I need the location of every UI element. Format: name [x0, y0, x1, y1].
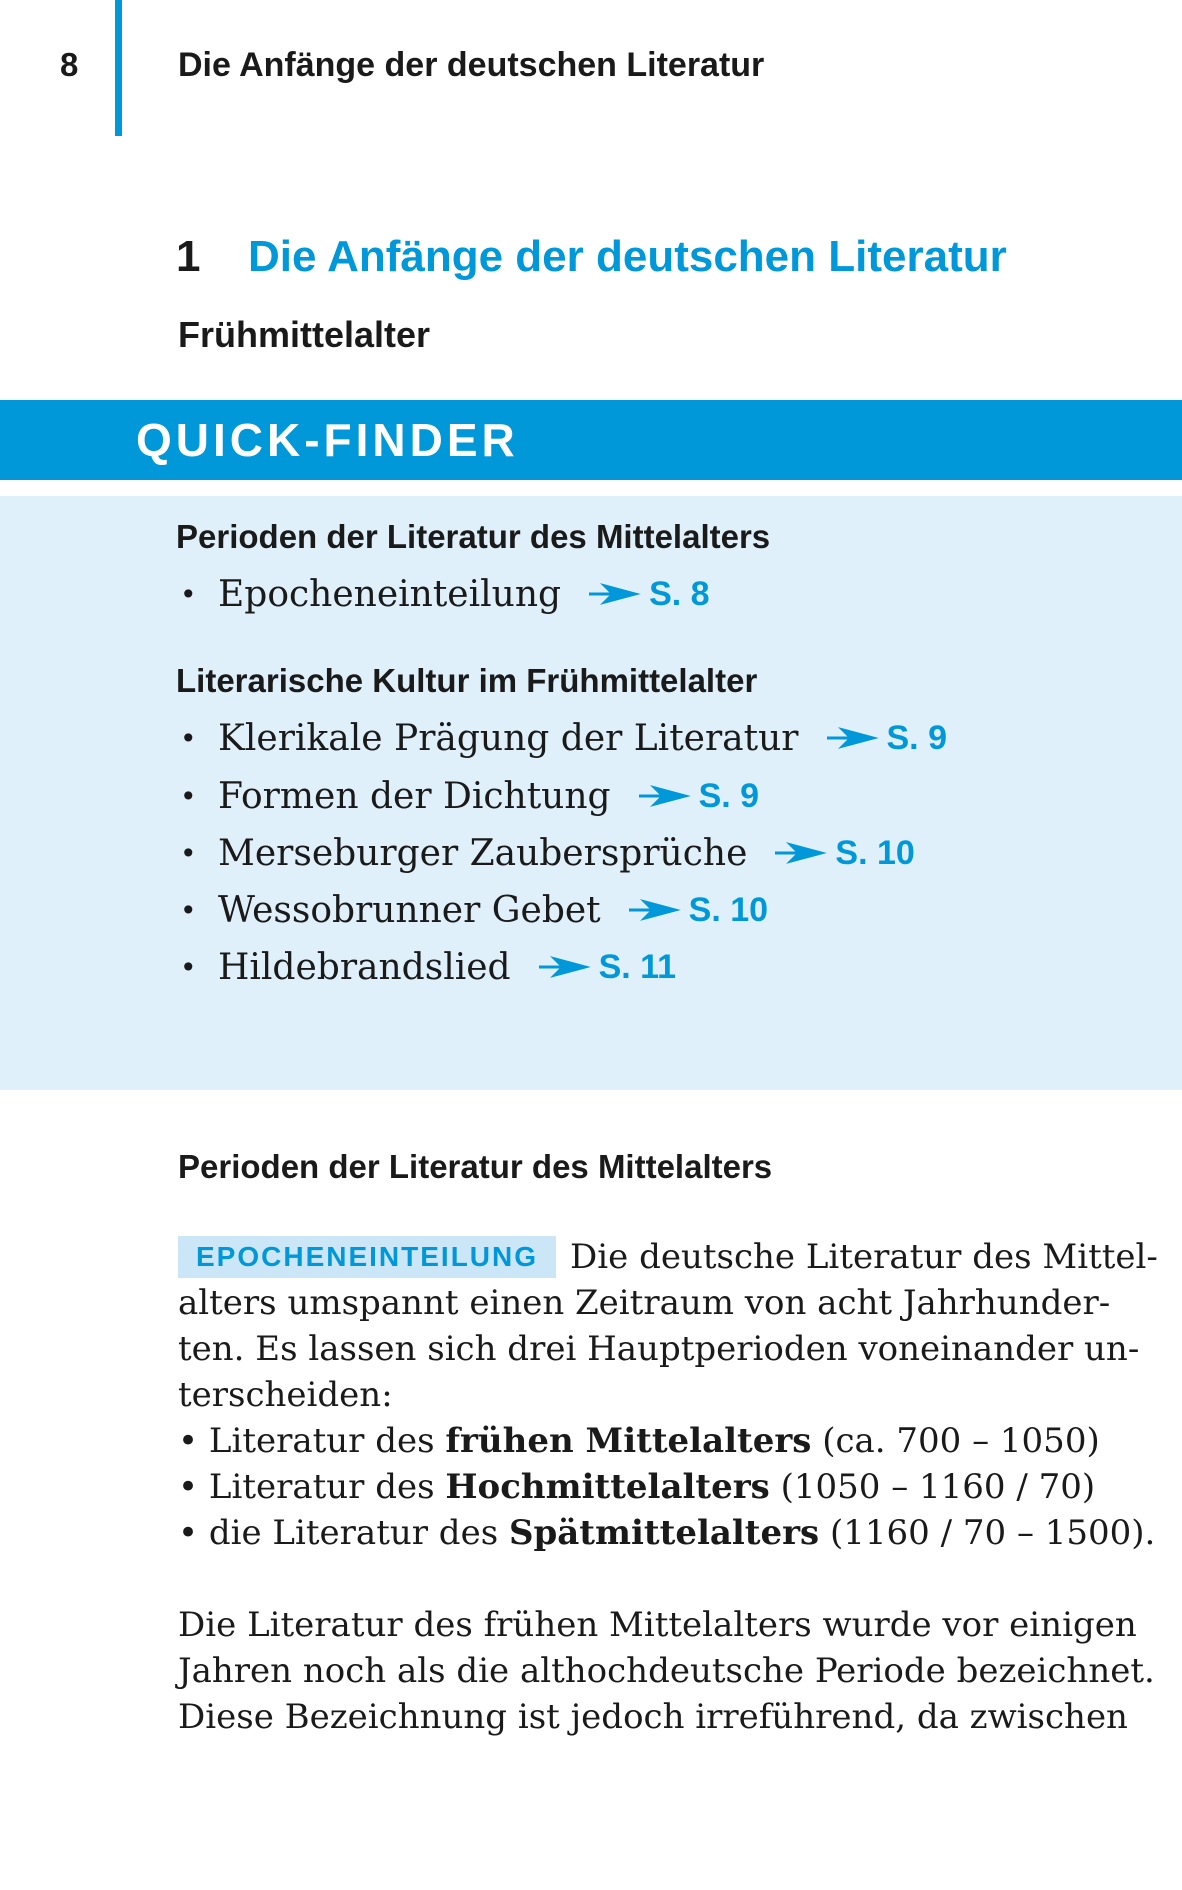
paragraph-1: [178, 1234, 1158, 1556]
text-line-content: Die deutsche Literatur des Mittel-: [570, 1237, 1158, 1277]
period-line: [178, 1418, 1100, 1464]
text-line: [178, 1234, 1158, 1280]
section-heading: Perioden der Literatur des Mittelalters: [178, 1148, 773, 1185]
quick-finder-label: QUICK-FINDER: [136, 414, 519, 466]
chapter-subtitle: Frühmittelalter: [178, 314, 431, 355]
bullet-icon: •: [180, 836, 197, 870]
bullet-icon: •: [180, 893, 197, 927]
page-reference-link[interactable]: S. 9: [698, 776, 760, 815]
text-line: Die Literatur des frühen Mittelalters wurde vor einigen: [178, 1605, 1137, 1645]
keyword-tag: EPOCHENEINTEILUNG: [178, 1236, 556, 1278]
period-prefix: • die Literatur des: [178, 1513, 509, 1553]
period-name: Spätmittelalters: [508, 1513, 820, 1553]
quick-finder-box: [0, 496, 1182, 1090]
arrow-right-icon: [637, 784, 689, 808]
quick-finder-item[interactable]: [180, 714, 947, 762]
page-number: 8: [60, 46, 79, 83]
quick-finder-heading: Literarische Kultur im Frühmittelalter: [176, 662, 758, 699]
period-range: (1050 – 1160 / 70): [769, 1467, 1096, 1507]
period-range: (ca. 700 – 1050): [811, 1421, 1100, 1461]
text-line: Diese Bezeichnung ist jedoch irreführend, da zwischen: [178, 1697, 1128, 1737]
quick-finder-item[interactable]: [180, 772, 759, 820]
arrow-right-icon: [627, 898, 679, 922]
quick-finder-item[interactable]: [180, 829, 915, 877]
page-reference-link[interactable]: S. 11: [598, 947, 677, 986]
quick-finder-item[interactable]: [180, 570, 710, 618]
arrow-right-icon: [825, 726, 877, 750]
period-name: frühen Mittelalters: [445, 1421, 812, 1461]
quick-finder-item-text: Epocheneinteilung: [218, 573, 562, 615]
arrow-right-icon: [587, 582, 639, 606]
chapter-title: Die Anfänge der deutschen Literatur: [248, 232, 1007, 281]
running-title: Die Anfänge der deutschen Literatur: [178, 46, 765, 84]
quick-finder-item-text: Formen der Dichtung: [218, 775, 611, 817]
text-line: terscheiden:: [178, 1375, 393, 1415]
period-prefix: • Literatur des: [178, 1467, 446, 1507]
quick-finder-item[interactable]: [180, 886, 768, 934]
quick-finder-item-text: Merseburger Zaubersprüche: [218, 832, 748, 874]
period-prefix: • Literatur des: [178, 1421, 446, 1461]
period-line: [178, 1510, 1156, 1556]
bullet-icon: •: [180, 577, 197, 611]
text-line: ten. Es lassen sich drei Hauptperioden voneinander un-: [178, 1329, 1140, 1369]
arrow-right-icon: [773, 841, 825, 865]
quick-finder-item[interactable]: [180, 943, 676, 991]
quick-finder-item-text: Klerikale Prägung der Literatur: [218, 717, 799, 759]
bullet-icon: •: [180, 721, 197, 755]
period-range: (1160 / 70 – 1500).: [819, 1513, 1156, 1553]
period-name: Hochmittelalters: [445, 1467, 770, 1507]
text-line: Jahren noch als die althochdeutsche Periode bezeichnet.: [178, 1651, 1155, 1691]
arrow-right-icon: [537, 955, 589, 979]
page-reference-link[interactable]: S. 9: [886, 718, 947, 757]
text-line: alters umspannt einen Zeitraum von acht Jahrhunder-: [178, 1283, 1111, 1323]
page-reference-link[interactable]: S. 8: [649, 574, 710, 613]
chapter-number: 1: [176, 232, 201, 281]
page-reference-link[interactable]: S. 10: [835, 833, 915, 872]
paragraph-2: [178, 1602, 1155, 1740]
quick-finder-bar: [0, 400, 1182, 480]
quick-finder-item-text: Wessobrunner Gebet: [218, 889, 601, 931]
period-line: [178, 1464, 1096, 1510]
header-rule: [115, 0, 122, 136]
quick-finder-heading: Perioden der Literatur des Mittelalters: [176, 518, 771, 555]
bullet-icon: •: [180, 950, 197, 984]
quick-finder-item-text: Hildebrandslied: [218, 946, 511, 988]
page-reference-link[interactable]: S. 10: [688, 890, 769, 929]
bullet-icon: •: [180, 779, 197, 813]
